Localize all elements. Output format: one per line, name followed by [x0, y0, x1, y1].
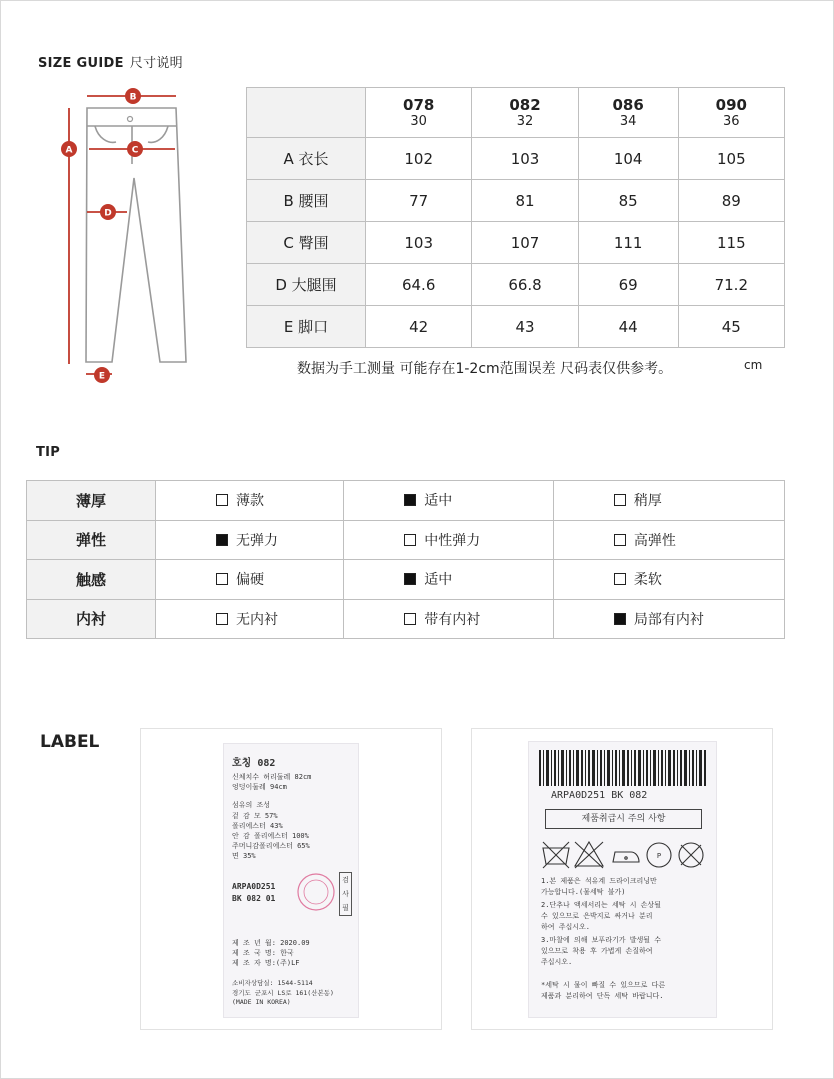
button-shape [128, 117, 133, 122]
label-text-line: 2.단추나 액세서리는 세탁 시 손상될 [541, 901, 661, 909]
table-cell: 44 [578, 306, 678, 348]
tip-option [553, 560, 784, 600]
table-cell: 103 [366, 222, 472, 264]
no-wash-icon [543, 842, 569, 868]
label-text-line: 겉 감 모 57% [232, 812, 278, 820]
size-table-header [247, 88, 785, 138]
table-cell: 115 [678, 222, 784, 264]
size-guide-heading [38, 52, 183, 71]
row-label-thigh: D 大腿围 [247, 264, 366, 306]
row-label-hip: C 臀围 [247, 222, 366, 264]
checkbox-empty-icon [614, 573, 626, 585]
waist-size: 30 [410, 114, 427, 129]
label-color-code: BK 082 01 [232, 894, 276, 903]
tip-row-label: 弹性 [27, 520, 156, 560]
inspection-stamp-icon [294, 870, 338, 914]
label-text-line: 제 조 국 명: 한국 [232, 949, 294, 957]
label-text-line: 제품과 분리하여 단독 세탁 바랍니다. [541, 992, 664, 1000]
marker-c-label: C [131, 145, 139, 156]
table-row [247, 180, 785, 222]
row-label-length: A 衣长 [247, 138, 366, 180]
inspected-box: 검사필 [339, 872, 352, 916]
label-text-line: 제 조 자 명:(주)LF [232, 959, 300, 967]
table-row [247, 222, 785, 264]
option-label: 无弹力 [236, 532, 278, 549]
size-guide-subtitle: 尺寸说明 [129, 56, 183, 71]
tip-title: TIP [36, 445, 61, 460]
label-text-line: 제 조 년 월: 2020.09 [232, 939, 310, 947]
no-tumble-dry-icon [679, 843, 703, 867]
size-col-082 [472, 88, 578, 138]
barcode-icon [539, 750, 707, 786]
table-cell: 105 [678, 138, 784, 180]
row-label-hem: E 脚口 [247, 306, 366, 348]
dry-clean-icon [647, 843, 671, 867]
table-cell: 69 [578, 264, 678, 306]
care-label-tag-1 [223, 743, 359, 1018]
checkbox-empty-icon [614, 494, 626, 506]
measure-lines [69, 96, 176, 374]
checkbox-empty-icon [216, 613, 228, 625]
size-table [246, 87, 785, 348]
marker-b-label: B [129, 92, 137, 103]
waist-size: 34 [619, 114, 637, 129]
row-label-waist: B 腰围 [247, 180, 366, 222]
label-photo-1 [140, 728, 442, 1030]
checkbox-empty-icon [404, 534, 416, 546]
tip-option [344, 481, 554, 521]
table-cell: 45 [678, 306, 784, 348]
tip-row-label: 薄厚 [27, 481, 156, 521]
tip-table [26, 480, 785, 639]
tip-option [553, 481, 784, 521]
label-product-code: ARPA0D251 BK 082 [551, 790, 648, 801]
tip-option [344, 520, 554, 560]
size-code: 086 [612, 96, 644, 114]
size-guide-title: SIZE GUIDE [38, 56, 124, 71]
option-label: 适中 [424, 493, 453, 510]
label-text-line: 경기도 군포시 LS로 161(산본동) [232, 989, 334, 997]
svg-text:P: P [656, 852, 662, 860]
table-cell: 85 [578, 180, 678, 222]
label-text-line: 섬유의 조성 [232, 801, 271, 809]
waist-size: 32 [516, 114, 534, 129]
size-col-086 [578, 88, 678, 138]
tip-option [156, 481, 344, 521]
label-title: LABEL [40, 732, 100, 752]
label-size-line: 호칭 082 [232, 758, 276, 769]
label-text-line: 소비자상담실: 1544-5114 [232, 979, 313, 987]
label-text-line: 주머니감폴리에스터 65% [232, 842, 310, 850]
table-cell: 104 [578, 138, 678, 180]
table-row [247, 138, 785, 180]
tip-option [344, 599, 554, 639]
size-col-078 [366, 88, 472, 138]
table-cell: 103 [472, 138, 578, 180]
label-text-line: 주십시오. [541, 958, 573, 966]
no-bleach-icon [575, 842, 603, 868]
pants-diagram [50, 82, 200, 387]
tip-row-elasticity [27, 520, 785, 560]
tip-option [156, 520, 344, 560]
care-symbols [541, 838, 709, 870]
tip-option [553, 520, 784, 560]
option-label: 局部有内衬 [633, 611, 704, 628]
care-instructions-heading: 제품취급시 주의 사항 [545, 809, 702, 829]
tip-option [156, 560, 344, 600]
label-text-line: 면 35% [232, 852, 256, 860]
option-label: 中性弹力 [424, 532, 481, 549]
option-label: 稍厚 [633, 493, 662, 510]
table-cell: 77 [366, 180, 472, 222]
iron-icon [613, 852, 639, 862]
option-label: 偏硬 [236, 572, 264, 589]
table-cell: 81 [472, 180, 578, 222]
table-cell: 111 [578, 222, 678, 264]
checkbox-empty-icon [216, 494, 228, 506]
table-cell: 89 [678, 180, 784, 222]
label-text-line: (MADE IN KOREA) [232, 998, 291, 1006]
table-row [247, 264, 785, 306]
size-code: 090 [715, 96, 747, 114]
tip-row-label: 触感 [27, 560, 156, 600]
checkbox-empty-icon [404, 613, 416, 625]
marker-a-label: A [65, 145, 73, 156]
table-cell: 66.8 [472, 264, 578, 306]
table-cell: 71.2 [678, 264, 784, 306]
checkbox-empty-icon [614, 534, 626, 546]
table-row [247, 306, 785, 348]
measurement-note: 数据为手工测量 可能存在1-2cm范围误差 尺码表仅供参考。 [297, 361, 673, 377]
unit-label: cm [744, 358, 763, 372]
label-text-line: 신체치수 허리둘레 82cm [232, 773, 312, 781]
tip-option [553, 599, 784, 639]
label-text-line: 폴리에스터 43% [232, 822, 283, 830]
option-label: 柔软 [633, 572, 662, 589]
table-cell: 107 [472, 222, 578, 264]
size-code: 082 [509, 96, 541, 114]
label-text-line: *세탁 시 물이 빠질 수 있으므로 다른 [541, 981, 666, 989]
table-cell: 102 [366, 138, 472, 180]
tip-option [156, 599, 344, 639]
label-text-line: 안 감 폴리에스터 100% [232, 832, 309, 840]
option-label: 适中 [424, 572, 453, 589]
tip-row-lining [27, 599, 785, 639]
checkbox-filled-icon [404, 573, 416, 585]
tip-row-thickness [27, 481, 785, 521]
corner-cell [247, 88, 366, 138]
label-text-line: 하여 주십시오. [541, 923, 591, 931]
care-label-tag-2 [528, 741, 717, 1018]
table-cell: 64.6 [366, 264, 472, 306]
option-label: 带有内衬 [424, 611, 481, 628]
option-label: 高弹性 [633, 532, 676, 549]
label-photo-2 [471, 728, 773, 1030]
marker-d-label: D [104, 208, 112, 219]
table-cell: 42 [366, 306, 472, 348]
label-style-code: ARPA0D251 [232, 882, 276, 891]
checkbox-filled-icon [404, 494, 416, 506]
size-code: 078 [403, 96, 435, 114]
checkbox-empty-icon [216, 573, 228, 585]
label-text-line: 수 있으므로 은박지로 싸거나 분리 [541, 912, 653, 920]
table-cell: 43 [472, 306, 578, 348]
checkbox-filled-icon [614, 613, 626, 625]
tip-option [344, 560, 554, 600]
label-text-line: 3.마찰에 의해 보푸라기가 발생될 수 [541, 936, 661, 944]
option-label: 无内衬 [236, 611, 278, 628]
waist-size: 36 [723, 114, 740, 129]
marker-e-label: E [98, 371, 106, 382]
label-text-line: 가능합니다.(물세탁 불가) [541, 888, 626, 896]
label-text-line: 엉덩이둘레 94cm [232, 783, 287, 791]
checkbox-filled-icon [216, 534, 228, 546]
tip-row-label: 内衬 [27, 599, 156, 639]
size-col-090 [678, 88, 784, 138]
option-label: 薄款 [236, 493, 264, 510]
label-text-line: 1.본 제품은 석유계 드라이크리닝만 [541, 877, 657, 885]
tip-row-touch [27, 560, 785, 600]
label-text-line: 있으므로 착용 후 가볍게 손질하여 [541, 947, 653, 955]
